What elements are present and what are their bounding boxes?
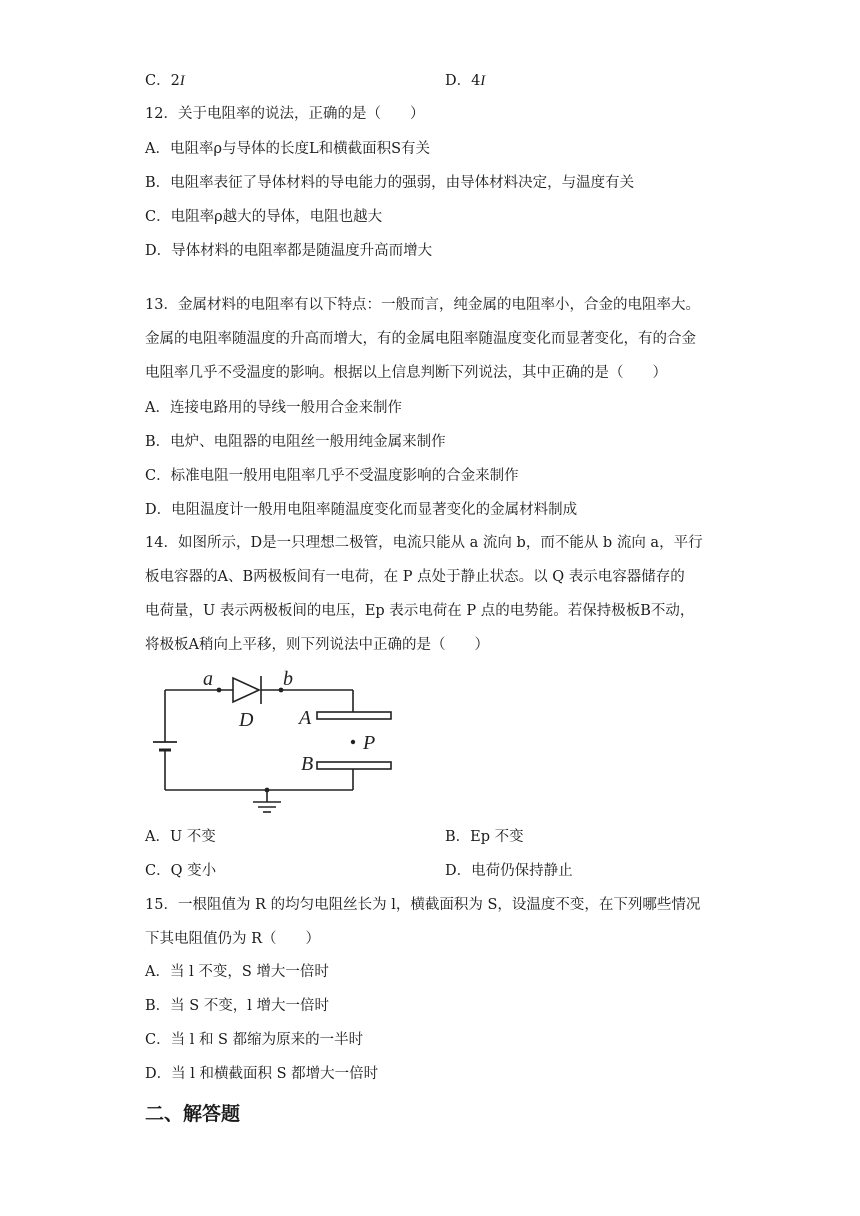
q13-stem-line-2: 金属的电阻率随温度的升高而增大，有的金属电阻率随温度变化而显著变化，有的合金	[145, 331, 696, 347]
q14-option-d: D．电荷仍保持静止	[445, 863, 573, 879]
label-plate-b: B	[301, 753, 314, 775]
q13-option-a: A．连接电路用的导线一般用合金来制作	[145, 400, 402, 416]
q13-option-d: D．电阻温度计一般用电阻率随温度变化而显著变化的金属材料制成	[145, 502, 578, 518]
q15-stem-line-2: 下其电阻值仍为 R（ ）	[145, 931, 321, 947]
q14-stem-line-1: 14．如图所示，D是一只理想二极管，电流只能从 a 流向 b，而不能从 b 流向 a，平行	[145, 535, 703, 551]
q11-option-c: C．2I	[145, 73, 185, 89]
q12-option-c: C．电阻率ρ越大的导体，电阻也越大	[145, 209, 383, 225]
q14-option-b: B．Ep 不变	[445, 829, 524, 845]
q14-stem-line-4: 将极板A稍向上平移，则下列说法中正确的是（ ）	[145, 637, 489, 653]
section-title: 二、解答题	[145, 1103, 241, 1125]
q15-option-a: A．当 l 不变，S 增大一倍时	[145, 964, 329, 980]
q15-option-b: B．当 S 不变，l 增大一倍时	[145, 998, 330, 1014]
q12-option-d: D．导体材料的电阻率都是随温度升高而增大	[145, 243, 433, 259]
q14-option-a: A．U 不变	[145, 829, 216, 845]
point-p-dot	[351, 740, 355, 744]
label-p: P	[363, 732, 376, 754]
q14-stem-line-3: 电荷量，U 表示两极板间的电压，Ep 表示电荷在 P 点的电势能。若保持极板B不动，	[145, 603, 695, 619]
label-d: D	[239, 709, 254, 731]
diode-triangle	[233, 678, 259, 702]
q13-option-c: C．标准电阻一般用电阻率几乎不受温度影响的合金来制作	[145, 468, 519, 484]
circuit-diagram	[145, 662, 405, 822]
q15-option-c: C．当 l 和 S 都缩为原来的一半时	[145, 1032, 364, 1048]
node-ground	[265, 788, 270, 793]
plate-b	[317, 762, 391, 769]
q12-option-a: A．电阻率ρ与导体的长度L和横截面积S有关	[145, 141, 431, 157]
label-b: b	[283, 668, 293, 690]
q11-option-d: D．4I	[445, 73, 486, 89]
q15-stem-line-1: 15．一根阻值为 R 的均匀电阻丝长为 l，横截面积为 S，设温度不变，在下列哪些情况	[145, 897, 701, 913]
q14-option-c: C．Q 变小	[145, 863, 217, 879]
label-plate-a: A	[299, 707, 312, 729]
q12-stem: 12．关于电阻率的说法，正确的是（ ）	[145, 106, 425, 122]
q14-stem-line-2: 板电容器的A、B两极板间有一电荷，在 P 点处于静止状态。以 Q 表示电容器储存的	[145, 569, 685, 585]
node-a	[217, 688, 222, 693]
q15-option-d: D．当 l 和横截面积 S 都增大一倍时	[145, 1066, 379, 1082]
q12-option-b: B．电阻率表征了导体材料的导电能力的强弱，由导体材料决定，与温度有关	[145, 175, 635, 191]
label-a: a	[203, 668, 213, 690]
plate-a	[317, 712, 391, 719]
q13-stem-line-1: 13．金属材料的电阻率有以下特点：一般而言，纯金属的电阻率小，合金的电阻率大。	[145, 297, 700, 313]
q13-stem-line-3: 电阻率几乎不受温度的影响。根据以上信息判断下列说法，其中正确的是（ ）	[145, 365, 667, 381]
q13-option-b: B．电炉、电阻器的电阻丝一般用纯金属来制作	[145, 434, 446, 450]
